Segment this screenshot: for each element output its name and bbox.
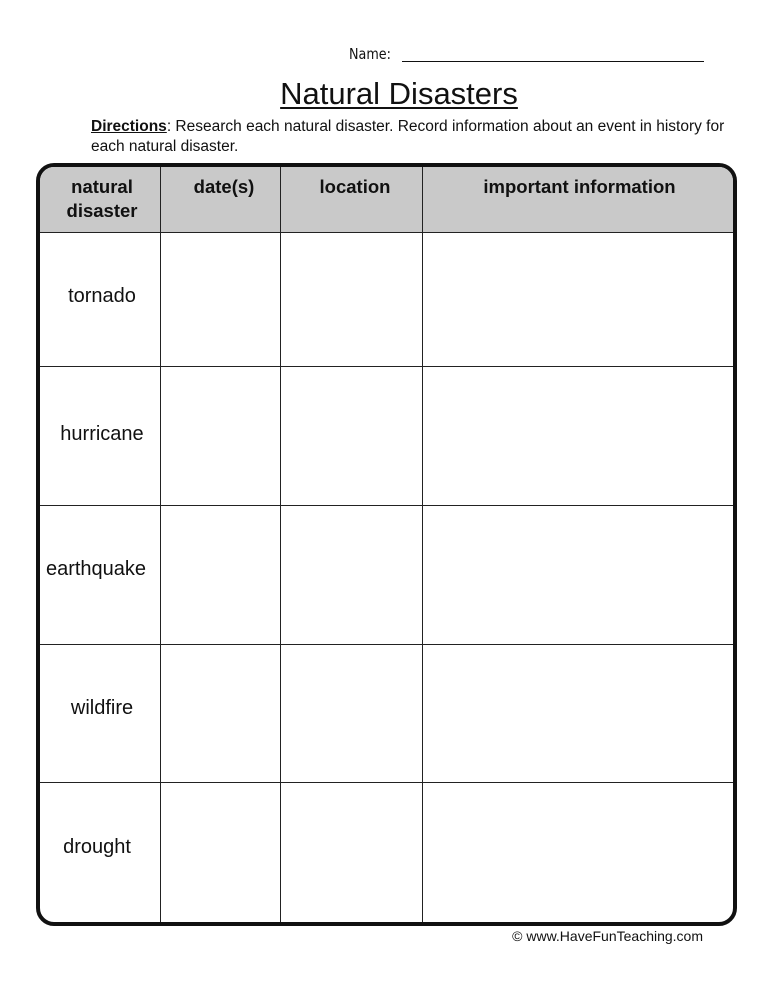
row-divider (40, 505, 733, 506)
name-label: Name: (349, 45, 391, 63)
row-divider (40, 644, 733, 645)
directions (91, 117, 731, 157)
name-field[interactable] (402, 61, 704, 62)
directions-label: Directions (91, 118, 167, 135)
page-title: Natural Disasters (280, 76, 518, 111)
copyright-footer: © www.HaveFunTeaching.com (512, 928, 703, 944)
header-location: location (319, 176, 391, 197)
row-label-tornado: tornado (68, 285, 136, 307)
row-label-hurricane: hurricane (60, 423, 144, 445)
row-label-earthquake: earthquake (45, 558, 147, 580)
column-divider (422, 167, 423, 922)
header-natural-disaster: natural disaster (66, 176, 138, 221)
directions-text: : Research each natural disaster. Record information about an event in history for each natural disaster. (91, 118, 725, 155)
column-divider (160, 167, 161, 922)
row-label-drought: drought (63, 836, 131, 858)
worksheet-table (36, 163, 737, 926)
header-important-information: important information (483, 176, 676, 197)
column-divider (280, 167, 281, 922)
row-divider (40, 782, 733, 783)
header-dates: date(s) (193, 176, 255, 197)
row-divider (40, 366, 733, 367)
table-header (40, 167, 733, 233)
row-label-wildfire: wildfire (70, 697, 134, 719)
